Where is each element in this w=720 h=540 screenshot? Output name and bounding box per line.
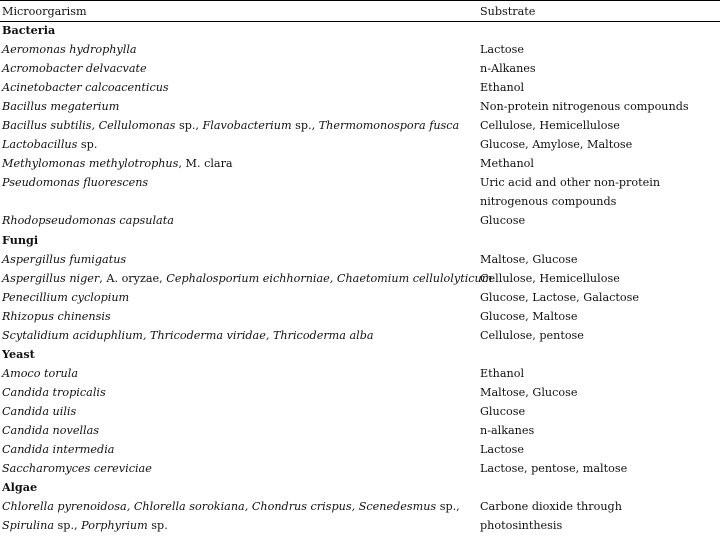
substrate-cell: Ethanol — [480, 81, 525, 95]
group-label: Fungi — [2, 232, 39, 247]
row-line — [0, 288, 720, 307]
name-segment: Candida uilis — [2, 404, 77, 418]
name-segment: sp. — [147, 519, 168, 533]
substrate-cell: Maltose, Glucose — [480, 252, 578, 266]
group-heading — [0, 345, 720, 364]
group-row — [0, 478, 720, 497]
header-microorganism: Microorgarism — [2, 5, 87, 18]
name-segment: sp., — [436, 500, 460, 514]
table-row — [0, 459, 720, 478]
name-segment: Chlorella pyrenoidosa, Chlorella sorokiana, Chondrus crispus, Scenedesmus — [2, 500, 437, 514]
substrate-cell: Glucose — [480, 214, 526, 228]
table-row — [0, 326, 720, 345]
row-line — [0, 116, 720, 135]
substrate-cell: Ethanol — [480, 366, 525, 380]
row-line — [0, 516, 720, 535]
substrate-cell: Maltose, Glucose — [480, 385, 578, 399]
substrate-cell: Cellulose, Hemicellulose — [480, 119, 620, 133]
table-row — [0, 497, 720, 535]
name-segment: Thermomonospora fusca — [318, 119, 460, 133]
row-line — [0, 269, 720, 288]
name-segment: , A. oryzae, — [99, 271, 167, 285]
group-label: Bacteria — [2, 23, 56, 37]
table-row — [0, 78, 720, 97]
table-row — [0, 307, 720, 326]
group-label: Algae — [2, 480, 38, 495]
microorganism-cell — [2, 40, 137, 59]
table-row — [0, 173, 720, 211]
group-row — [0, 231, 720, 250]
microorganism-cell — [2, 59, 147, 78]
substrate-cell: n-alkanes — [480, 423, 535, 437]
substrate-cell: nitrogenous compounds — [480, 195, 617, 209]
microorganism-cell — [2, 497, 460, 516]
name-segment: Pseudomonas fluorescens — [2, 176, 149, 190]
microorganism-cell — [2, 154, 233, 173]
name-segment: Saccharomyces cereviciae — [2, 462, 152, 476]
row-line — [0, 459, 720, 478]
microorganism-cell — [2, 364, 78, 383]
table-row — [0, 364, 720, 383]
microorganism-cell — [2, 383, 106, 402]
row-line — [0, 59, 720, 78]
substrate-cell: photosinthesis — [480, 519, 563, 533]
name-segment: sp., — [54, 519, 82, 533]
group-label: Yeast — [2, 346, 35, 361]
table-row — [0, 383, 720, 402]
microorganism-cell — [2, 421, 99, 440]
microorganism-cell — [2, 440, 114, 459]
name-segment: sp., — [291, 119, 319, 133]
table-header — [0, 2, 720, 21]
substrate-cell: Cellulose, pentose — [480, 328, 584, 342]
name-segment: Lactobacillus — [2, 138, 78, 152]
name-segment: Rhodopseudomonas capsulata — [2, 214, 174, 228]
row-line — [0, 440, 720, 459]
table-row — [0, 269, 720, 288]
substrate-cell: Glucose — [480, 404, 526, 418]
table-row — [0, 288, 720, 307]
table-row — [0, 59, 720, 78]
table-row — [0, 135, 720, 154]
table-row — [0, 250, 720, 269]
row-line — [0, 97, 720, 116]
name-segment: Acinetobacter calcoacenticus — [2, 81, 169, 95]
row-line — [0, 364, 720, 383]
substrate-cell: Lactose — [480, 43, 524, 57]
name-segment: Aeromonas hydrophylla — [2, 43, 137, 57]
row-line — [0, 402, 720, 421]
substrate-cell: Glucose, Maltose — [480, 309, 578, 323]
table-row — [0, 116, 720, 135]
name-segment: , M. clara — [178, 157, 233, 171]
top-rule — [0, 0, 720, 1]
name-segment: Aspergillus fumigatus — [2, 252, 127, 266]
name-segment: Aspergillus niger — [2, 271, 100, 285]
row-line — [0, 154, 720, 173]
substrate-cell: Uric acid and other non-protein — [480, 176, 661, 190]
name-segment: Scytalidium aciduphlium, Thricoderma viridae, Thricoderma alba — [2, 328, 374, 342]
substrate-cell: Carbone dioxide through — [480, 500, 622, 514]
name-segment: Candida novellas — [2, 423, 100, 437]
microorganism-cell — [2, 116, 459, 135]
name-segment: Bacillus megaterium — [2, 100, 120, 114]
table-row — [0, 97, 720, 116]
name-segment: Penecillium cyclopium — [2, 290, 130, 304]
microorganism-cell — [2, 78, 169, 97]
name-segment: Candida tropicalis — [2, 385, 106, 399]
table-row — [0, 440, 720, 459]
row-line — [0, 173, 720, 192]
table-row — [0, 40, 720, 59]
row-line — [0, 211, 720, 230]
name-segment: sp. — [77, 138, 98, 152]
name-segment: sp., — [175, 119, 203, 133]
name-segment: Flavobacterium — [202, 119, 292, 133]
microorganism-cell — [2, 516, 168, 535]
name-segment: Candida intermedia — [2, 443, 115, 457]
group-row — [0, 345, 720, 364]
substrate-cell: n-Alkanes — [480, 62, 536, 76]
microorganism-cell — [2, 173, 148, 192]
substrate-cell: Lactose — [480, 443, 524, 457]
substrate-cell: Cellulose, Hemicellulose — [480, 271, 620, 285]
microorganism-cell — [2, 211, 174, 230]
header-substrate: Substrate — [480, 5, 536, 18]
microorganism-cell — [2, 326, 374, 345]
row-line — [0, 497, 720, 516]
group-heading — [0, 21, 720, 40]
row-line — [0, 326, 720, 345]
name-segment: Methylomonas methylotrophus — [2, 157, 179, 171]
name-segment: Cephalosporium eichhorniae, Chaetomium cellulolyticum — [166, 271, 493, 285]
table-body — [0, 21, 720, 535]
microorganism-cell — [2, 288, 129, 307]
row-line — [0, 383, 720, 402]
substrate-cell: Lactose, pentose, maltose — [480, 462, 628, 476]
table-row — [0, 211, 720, 230]
microorganism-cell — [2, 459, 152, 478]
microorganism-cell — [2, 307, 111, 326]
group-heading — [0, 231, 720, 250]
row-line — [0, 421, 720, 440]
row-line — [0, 40, 720, 59]
microorganism-cell — [2, 250, 126, 269]
name-segment: Rhizopus chinensis — [2, 309, 111, 323]
microorganism-cell — [2, 97, 119, 116]
substrate-cell: Glucose, Amylose, Maltose — [480, 138, 633, 152]
microorganism-cell — [2, 269, 492, 288]
name-segment: Amoco torula — [2, 366, 79, 380]
substrate-cell: Glucose, Lactose, Galactose — [480, 290, 639, 304]
name-segment: Porphyrium — [81, 519, 148, 533]
name-segment: Acromobacter delvacvate — [2, 62, 147, 76]
substrate-cell: Methanol — [480, 157, 534, 171]
microorganism-cell — [2, 402, 76, 421]
row-line — [0, 135, 720, 154]
table-row — [0, 402, 720, 421]
table-row — [0, 421, 720, 440]
name-segment: Spirulina — [2, 519, 54, 533]
row-line — [0, 192, 720, 211]
row-line — [0, 250, 720, 269]
substrate-cell: Non-protein nitrogenous compounds — [480, 100, 689, 114]
microorganism-cell — [2, 135, 97, 154]
table-row — [0, 154, 720, 173]
group-row — [0, 21, 720, 40]
row-line — [0, 307, 720, 326]
row-line — [0, 78, 720, 97]
group-heading — [0, 478, 720, 497]
name-segment: Bacillus subtilis, Cellulomonas — [2, 119, 176, 133]
